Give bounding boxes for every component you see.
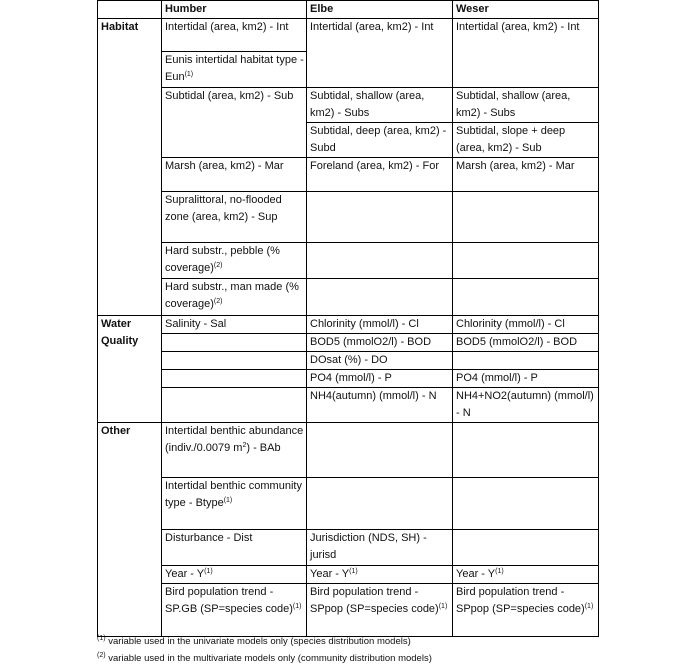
humber-cell (162, 243, 307, 279)
elbe-cell (307, 243, 453, 279)
footnote-mark: (2) (97, 652, 106, 659)
humber-cell (162, 423, 307, 478)
footnote-mark: (1) (495, 568, 504, 575)
table-row (98, 478, 599, 530)
table-row (98, 423, 599, 478)
footnote-text: variable used in the multivariate models only (community distribution models) (105, 653, 432, 664)
footnotes (97, 633, 432, 667)
table-row (98, 388, 599, 423)
elbe-cell: Foreland (area, km2) - For (307, 158, 453, 192)
humber-cell (162, 52, 307, 88)
humber-cell (162, 388, 307, 423)
table-row (98, 530, 599, 566)
weser-cell: Subtidal, slope + deep (area, km2) - Sub (453, 123, 599, 158)
humber-cell: Supralittoral, no-flooded zone (area, km2) - Sup (162, 192, 307, 243)
footnote-mark: (2) (213, 298, 223, 305)
weser-cell (453, 192, 599, 243)
elbe-cell: Chlorinity (mmol/l) - Cl (307, 316, 453, 334)
table-row (98, 334, 599, 352)
elbe-cell (307, 584, 453, 637)
table-row (98, 566, 599, 584)
table-row (98, 19, 599, 52)
weser-cell (453, 478, 599, 530)
cell-text: Hard substr., man made (% coverage) (165, 281, 299, 310)
elbe-cell: Jurisdiction (NDS, SH) - jurisd (307, 530, 453, 566)
superscript: 2 (242, 442, 247, 449)
humber-cell: Salinity - Sal (162, 316, 307, 334)
elbe-cell: BOD5 (mmolO2/l) - BOD (307, 334, 453, 352)
header-blank (98, 1, 162, 19)
footnote-2 (97, 650, 432, 667)
weser-cell: BOD5 (mmolO2/l) - BOD (453, 334, 599, 352)
humber-cell (162, 352, 307, 370)
elbe-cell: Subtidal, shallow (area, km2) - Subs (307, 88, 453, 123)
cell-text: (indiv./0.0079 m (165, 442, 243, 454)
header-row (98, 1, 599, 19)
humber-cell (162, 566, 307, 584)
humber-cell (162, 584, 307, 637)
humber-cell: Marsh (area, km2) - Mar (162, 158, 307, 192)
footnote-mark: (1) (292, 603, 302, 610)
cell-text: Hard substr., pebble (% coverage) (165, 245, 280, 274)
cell-text: Year - Y (165, 568, 205, 580)
cell-text: Intertidal benthic community type - Btype (165, 480, 302, 509)
elbe-cell: PO4 (mmol/l) - P (307, 370, 453, 388)
footnote-mark: (1) (349, 568, 358, 575)
weser-cell (453, 279, 599, 316)
elbe-cell (307, 192, 453, 243)
humber-cell: Subtidal (area, km2) - Sub (162, 88, 307, 158)
weser-cell: Subtidal, shallow (area, km2) - Subs (453, 88, 599, 123)
weser-cell (453, 584, 599, 637)
footnote-mark: (1) (97, 635, 106, 642)
cell-text: Year - Y (310, 568, 350, 580)
humber-cell (162, 279, 307, 316)
weser-cell: PO4 (mmol/l) - P (453, 370, 599, 388)
cell-text: Bird population trend - SPpop (SP=species code) (310, 586, 439, 615)
cell-text: Intertidal benthic abundance (165, 425, 304, 437)
footnote-mark: (1) (204, 568, 213, 575)
cell-text: Bird population trend - SP.GB (SP=species code) (165, 586, 293, 615)
footnote-mark: (1) (223, 497, 233, 504)
table-row (98, 316, 599, 334)
elbe-cell: Subtidal, deep (area, km2) - Subd (307, 123, 453, 158)
section-water-quality: Water Quality (98, 316, 162, 423)
header-humber: Humber (162, 1, 307, 19)
section-other: Other (98, 423, 162, 637)
weser-cell: NH4+NO2(autumn) (mmol/l) - N (453, 388, 599, 423)
table-row (98, 279, 599, 316)
humber-cell: Intertidal (area, km2) - Int (162, 19, 307, 52)
humber-cell (162, 478, 307, 530)
weser-cell (453, 243, 599, 279)
weser-cell: Marsh (area, km2) - Mar (453, 158, 599, 192)
table-row (98, 370, 599, 388)
weser-cell: Chlorinity (mmol/l) - Cl (453, 316, 599, 334)
weser-cell: Intertidal (area, km2) - Int (453, 19, 599, 88)
table-row (98, 88, 599, 123)
weser-cell (453, 566, 599, 584)
header-weser: Weser (453, 1, 599, 19)
elbe-cell (307, 566, 453, 584)
footnote-text: variable used in the univariate models only (species distribution models) (105, 636, 411, 647)
cell-text: Eunis intertidal habitat type - Eun (165, 54, 304, 83)
table-row (98, 243, 599, 279)
footnote-mark: (1) (438, 603, 448, 610)
weser-cell (453, 352, 599, 370)
variables-table (97, 0, 599, 637)
table-row (98, 192, 599, 243)
footnote-1 (97, 633, 432, 650)
elbe-cell: NH4(autumn) (mmol/l) - N (307, 388, 453, 423)
footnote-mark: (2) (213, 262, 223, 269)
footnote-mark: (1) (184, 71, 194, 78)
elbe-cell: Intertidal (area, km2) - Int (307, 19, 453, 88)
humber-cell: Disturbance - Dist (162, 530, 307, 566)
section-habitat: Habitat (98, 19, 162, 316)
humber-cell (162, 334, 307, 352)
table-row (98, 584, 599, 637)
table-row (98, 352, 599, 370)
cell-text: ) - BAb (246, 442, 281, 454)
weser-cell (453, 530, 599, 566)
cell-text: Bird population trend - SPpop (SP=species code) (456, 586, 585, 615)
table-row (98, 158, 599, 192)
weser-cell (453, 423, 599, 478)
elbe-cell (307, 478, 453, 530)
humber-cell (162, 370, 307, 388)
elbe-cell (307, 423, 453, 478)
footnote-mark: (1) (584, 603, 594, 610)
header-elbe: Elbe (307, 1, 453, 19)
elbe-cell: DOsat (%) - DO (307, 352, 453, 370)
cell-text: Year - Y (456, 568, 496, 580)
elbe-cell (307, 279, 453, 316)
